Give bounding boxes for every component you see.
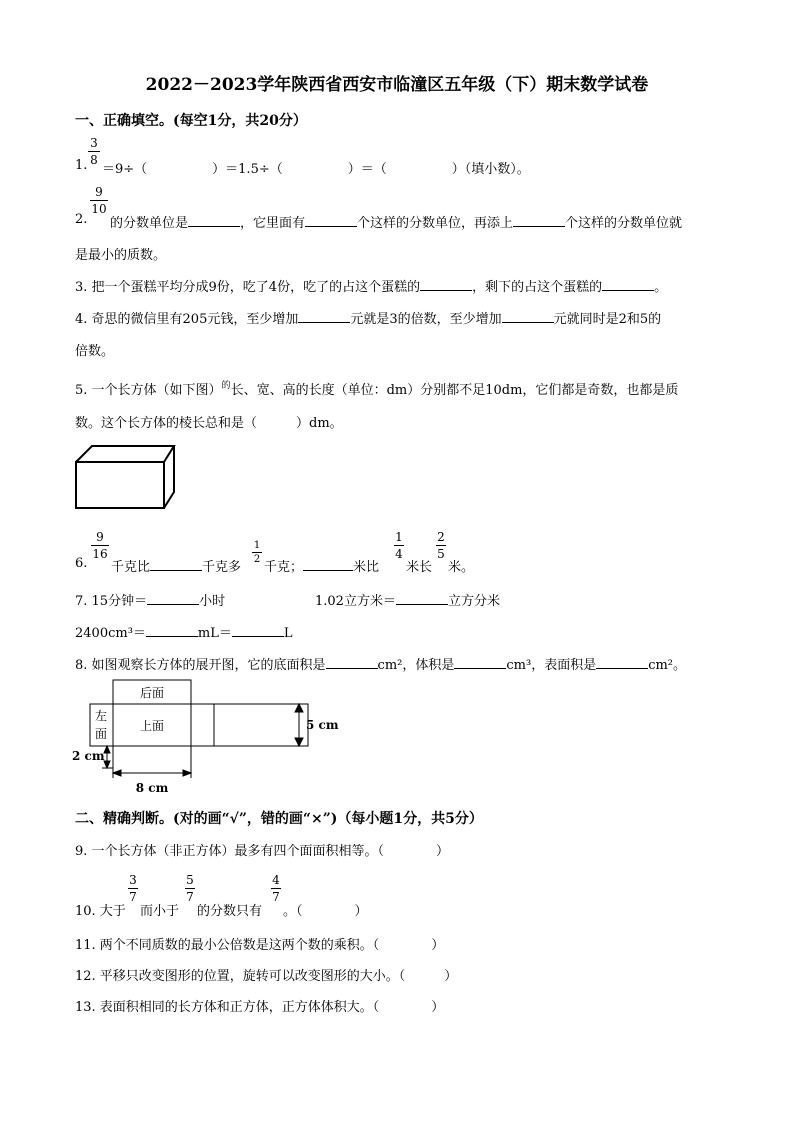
q3-blank-2 — [602, 278, 654, 291]
fraction-bar — [252, 552, 262, 553]
q10-t3: 。（ ） — [283, 904, 368, 919]
q6-fraction-3 — [394, 530, 404, 561]
cuboid-net-diagram — [66, 676, 356, 798]
q6-fraction-1-numerator: 9 — [96, 530, 104, 544]
q6-fraction-2-denominator: 2 — [253, 554, 261, 565]
fraction-bar — [90, 200, 108, 201]
q10-fraction-3-numerator: 4 — [272, 873, 280, 887]
q10-fraction-3-denominator: 7 — [272, 890, 280, 904]
q13-text: 13. 表面积相同的长方体和正方体，正方体体积大。（ ） — [75, 1000, 445, 1015]
section2-header: 二、精确判断。(对的画“√”，错的画“×”)（每小题1分，共5分） — [75, 811, 483, 827]
q3-blank-1 — [420, 278, 472, 291]
depth-arrow-bottom — [104, 761, 110, 768]
q11-text: 11. 两个不同质数的最小公倍数是这两个数的乘积。（ ） — [75, 938, 445, 953]
q5-text-b: 长、宽、高的长度（单位：dm）分别都不足10dm，它们都是奇数，也都是质 — [230, 383, 679, 398]
q12-text: 12. 平移只改变图形的位置，旋转可以改变图形的大小。（ ） — [75, 969, 458, 984]
q7-line1-b: 小时 — [199, 594, 226, 609]
net-label-top: 上面 — [139, 719, 165, 733]
q2-text-d: 个这样的分数单位就 — [565, 216, 683, 231]
q7-line1-a: 7. 15分钟＝ — [75, 594, 148, 609]
q6-fraction-2-numerator: 1 — [253, 540, 261, 551]
q2-text-c: 个这样的分数单位，再添上 — [357, 216, 514, 231]
q5-text-c: 数。这个长方体的棱长总和是（ ）dm。 — [75, 416, 343, 431]
q4-blank-1 — [298, 310, 350, 323]
q2-line1 — [110, 212, 682, 231]
q2-text-a: 的分数单位是 — [110, 216, 189, 231]
fraction-bar — [88, 151, 100, 152]
q2-blank-3 — [513, 214, 565, 227]
net-label-left-2: 面 — [94, 727, 108, 741]
q1-fraction-numerator: 3 — [90, 136, 98, 150]
q6-t3: 千克； — [264, 560, 304, 575]
q5-text-a: 5. 一个长方体（如下图） — [75, 383, 222, 398]
q6-t1: 千克比 — [111, 560, 151, 575]
height-arrow-bottom — [295, 738, 303, 746]
q2-fraction-denominator: 10 — [91, 202, 107, 216]
q10-fraction-1-numerator: 3 — [129, 873, 137, 887]
q10-fraction-3 — [271, 873, 281, 904]
q6-fraction-4-numerator: 2 — [437, 530, 445, 544]
fraction-bar — [185, 888, 195, 889]
q10-t2: 的分数只有 — [197, 904, 263, 919]
q6-t2: 千克多 — [202, 560, 242, 575]
q6-t6: 米。 — [448, 560, 475, 575]
q6-label: 6. — [75, 556, 88, 571]
q3-text-b: ，剩下的占这个蛋糕的 — [472, 280, 603, 295]
q4-line1 — [75, 308, 661, 327]
depth-arrow-top — [104, 746, 110, 753]
q1-text: ＝9÷（ ）＝1.5÷（ ）＝（ ）（填小数）。 — [102, 162, 530, 177]
q2-text-e: 是最小的质数。 — [75, 248, 167, 263]
q10-label: 10. 大于 — [75, 904, 126, 919]
q7-line1-left — [75, 590, 225, 609]
net-label-left-1: 左 — [94, 709, 108, 723]
q7-blank-1 — [147, 592, 199, 605]
q2-text-b: ，它里面有 — [240, 216, 306, 231]
q10-fraction-1-denominator: 7 — [129, 890, 137, 904]
q7-line2-b: mL＝ — [197, 626, 232, 641]
fraction-bar — [91, 545, 109, 546]
q6-blank-1 — [150, 558, 202, 571]
q1-fraction-denominator: 8 — [90, 153, 98, 167]
q7-line2-c: L — [283, 626, 293, 641]
net-label-depth: 2 cm — [72, 749, 105, 763]
q7-blank-2 — [396, 592, 448, 605]
q2-blank-2 — [305, 214, 357, 227]
q6-fraction-4-denominator: 5 — [437, 547, 445, 561]
q3-text-a: 3. 把一个蛋糕平均分成9份，吃了4份，吃了的占这个蛋糕的 — [75, 280, 421, 295]
q3-line — [75, 276, 667, 295]
q4-text-c: 元就同时是2和5的 — [553, 312, 662, 327]
fraction-bar — [436, 545, 446, 546]
width-arrow-left — [113, 770, 121, 776]
q4-blank-2 — [502, 310, 554, 323]
q6-fraction-3-denominator: 4 — [395, 547, 403, 561]
q6-fraction-2 — [252, 540, 262, 565]
width-arrow-right — [183, 770, 191, 776]
q6-t1-group — [111, 556, 241, 575]
q8-blank-1 — [326, 656, 378, 669]
page-title: 2022－2023学年陕西省西安市临潼区五年级（下）期末数学试卷 — [145, 75, 649, 95]
cuboid-front-face — [76, 462, 164, 508]
q8-blank-2 — [454, 656, 506, 669]
q5-line1 — [75, 378, 678, 398]
q8-text-a: 8. 如图观察长方体的展开图，它的底面积是 — [75, 658, 326, 673]
q8-blank-3 — [596, 656, 648, 669]
net-label-back: 后面 — [139, 686, 165, 700]
q10-fraction-2-denominator: 7 — [186, 890, 194, 904]
q7-line1-c: 1.02立方米＝ — [315, 594, 396, 609]
q4-text-a: 4. 奇思的微信里有205元钱，至少增加 — [75, 312, 299, 327]
q2-label: 2. — [75, 212, 88, 227]
q9-text: 9. 一个长方体（非正方体）最多有四个面面积相等。（ ） — [75, 844, 450, 859]
q7-line2-a: 2400cm³＝ — [75, 626, 146, 641]
fraction-bar — [128, 888, 138, 889]
q6-fraction-4 — [436, 530, 446, 561]
net-label-width: 8 cm — [135, 781, 169, 795]
q2-fraction — [90, 185, 108, 216]
q6-t5: 米长 — [406, 560, 433, 575]
q6-blank-2 — [303, 558, 353, 571]
q6-fraction-1 — [91, 530, 109, 561]
q6-fraction-3-numerator: 1 — [395, 530, 403, 544]
q1-fraction — [88, 136, 100, 167]
net-bottom-face — [214, 704, 308, 746]
q8-text-c: cm³，表面积是 — [506, 658, 597, 673]
section1-header: 一、正确填空。(每空1分，共20分） — [75, 113, 307, 129]
net-right-face — [191, 704, 214, 746]
q5-mark: 的 — [221, 381, 231, 391]
q6-t4: 米比 — [353, 560, 380, 575]
q7-blank-3 — [146, 624, 198, 637]
net-label-height: 5 cm — [306, 718, 339, 732]
cuboid-top-face — [76, 446, 174, 462]
height-arrow-top — [295, 704, 303, 712]
q10-fraction-2-numerator: 5 — [186, 873, 194, 887]
q2-blank-1 — [188, 214, 240, 227]
q7-blank-4 — [232, 624, 284, 637]
fraction-bar — [271, 888, 281, 889]
q8-text-b: cm²，体积是 — [377, 658, 455, 673]
q1-label: 1. — [75, 158, 88, 173]
q4-text-b: 元就是3的倍数，至少增加 — [350, 312, 502, 327]
q10-t1: 而小于 — [140, 904, 180, 919]
q10-fraction-1 — [128, 873, 138, 904]
q3-text-c: 。 — [654, 280, 668, 295]
q6-fraction-1-denominator: 16 — [92, 547, 108, 561]
q8-line — [75, 654, 686, 673]
q4-text-d: 倍数。 — [75, 344, 115, 359]
q7-line1-d: 立方分米 — [447, 594, 500, 609]
q6-t3-group — [264, 556, 379, 575]
q7-line2 — [75, 622, 293, 641]
q8-text-d: cm²。 — [648, 658, 687, 673]
q2-fraction-numerator: 9 — [95, 185, 103, 199]
q10-fraction-2 — [185, 873, 195, 904]
q7-line1-right — [315, 590, 500, 609]
cuboid-figure — [70, 440, 180, 512]
fraction-bar — [394, 545, 404, 546]
